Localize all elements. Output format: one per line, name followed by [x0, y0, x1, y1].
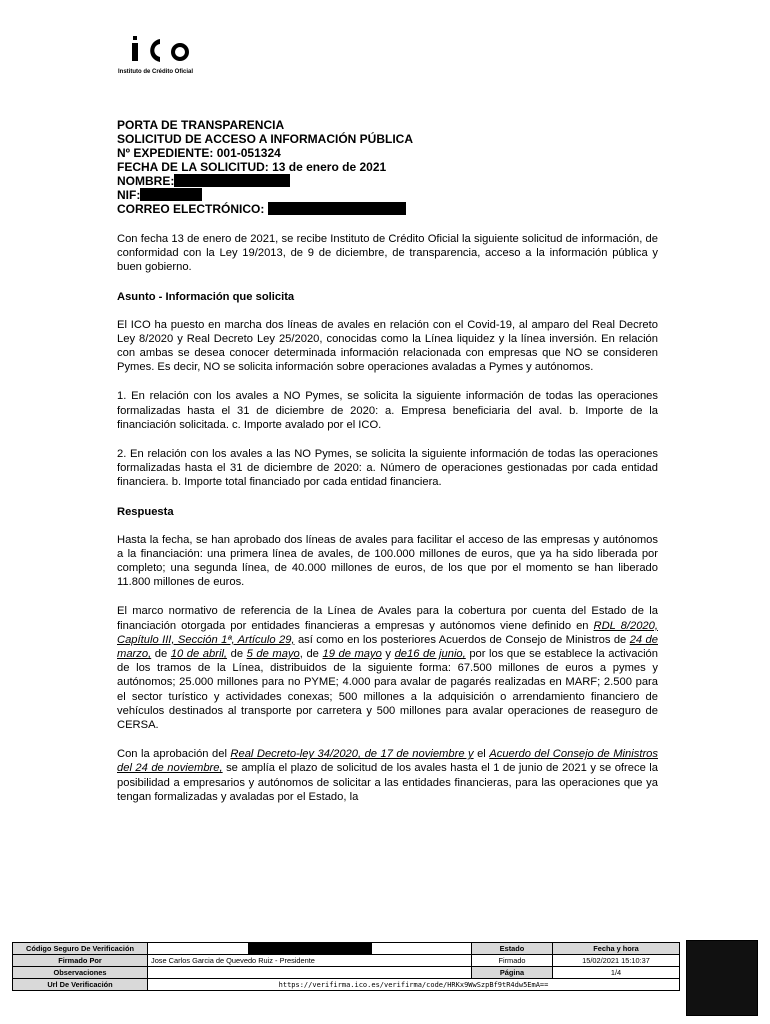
- acuerdo-consejo-link[interactable]: Acuerdo del Consejo de Ministros del 24 de noviembre,: [117, 748, 658, 775]
- pagina-label: Página: [472, 967, 553, 979]
- asunto-paragraph-3: 2. En relación con los avales a las NO Pymes, se solicita la siguiente información de todas las operaciones formalizadas hasta el 31 de diciembre de 2020: a. Número de operaciones gestionadas por cada entidad financiera. b. Importe total financiado por cada entidad financiera.: [117, 448, 658, 489]
- header-nif-row: [117, 188, 657, 202]
- acuerdo-5-mayo-link[interactable]: 5 de mayo: [246, 648, 300, 661]
- nif-label: NIF:: [117, 188, 141, 202]
- table-row: [13, 979, 680, 991]
- signature-table: [12, 942, 680, 991]
- table-row: [13, 943, 680, 955]
- email-label: CORREO ELECTRÓNICO:: [117, 202, 265, 216]
- fecha-label: Fecha y hora: [553, 943, 680, 955]
- ico-logo: [118, 35, 228, 83]
- text-span: , de: [299, 648, 323, 661]
- header-portal: PORTA DE TRANSPARENCIA: [117, 118, 285, 132]
- text-span: se amplía el plazo de solicitud de los avales hasta el 1 de junio de 2021 y se ofrece la posibilidad a empresarios y autónomos de solicitar a las entidades financieras, para las operaciones que ya tengan formalizadas y avaladas por el Estado, la: [117, 762, 658, 803]
- estado-value: Firmado: [472, 955, 553, 967]
- table-row: [13, 967, 680, 979]
- url-label: Url De Verificación: [13, 979, 148, 991]
- text-span: y: [381, 648, 395, 661]
- header-email-row: [117, 202, 657, 216]
- acuerdo-16-junio-link[interactable]: de16 de junio,: [394, 648, 466, 661]
- respuesta-paragraph-1: Hasta la fecha, se han aprobado dos líneas de avales para facilitar el acceso de las empresas y autónomos a la financiación: una primera línea de avales, de 100.000 millones de euros, que ya ha sido liberada por completo; una segunda línea, de 40.000 millones de euros, de los que por el momento se han liberado 11.800 millones de euros.: [117, 533, 658, 589]
- verification-url-link[interactable]: https://verifirma.ico.es/verifirma/code/HRKx9WwSzpBf9tR4dw5EmA==: [148, 979, 680, 991]
- text-span: por los que se establece la activación de los tramos de la Línea, distribuidos de la siguiente forma: 67.500 millones de euros a pymes y autónomos; 25.000 millones para no PYME; 4.000 para avalar de pagarés realizadas en MARF; 2.500 para el sector turístico y actividades conexas; 500 millones a la adquisición o arrendamiento financiero de vehículos destinados al transporte por carretera y 500 millones para avalar operaciones de reaseguro de CERSA.: [117, 648, 658, 732]
- asunto-heading: Asunto - Información que solicita: [117, 290, 295, 303]
- acuerdo-19-mayo-link[interactable]: 19 de mayo: [322, 648, 382, 661]
- ico-logo-icon: [130, 35, 210, 67]
- document-body: [117, 232, 658, 819]
- csv-redaction: [248, 943, 372, 954]
- qr-code-icon[interactable]: [686, 940, 758, 1016]
- firmado-por-label: Firmado Por: [13, 955, 148, 967]
- email-redaction: [268, 202, 406, 215]
- request-header: [117, 118, 657, 216]
- nif-redaction: [140, 188, 202, 201]
- csv-label: Código Seguro De Verificación: [13, 943, 148, 955]
- text-span: El marco normativo de referencia de la Línea de Avales para la cobertura por cuenta del Estado de la financiación otorgada por entidades financieras a empresas y autónomos viene definido en: [117, 605, 658, 632]
- fecha-value: 15/02/2021 15:10:37: [553, 955, 680, 967]
- text-span: así como en los posteriores Acuerdos de Consejo de Ministros de: [294, 633, 630, 646]
- text-span: de: [227, 648, 247, 661]
- respuesta-paragraph-2: [117, 604, 658, 732]
- firmado-por-value: Jose Carlos Garcia de Quevedo Ruiz - Presidente: [148, 955, 472, 967]
- text-span: Con la aprobación del: [117, 748, 231, 761]
- asunto-paragraph-1: El ICO ha puesto en marcha dos líneas de avales en relación con el Covid-19, al amparo del Real Decreto Ley 8/2020 y Real Decreto Ley 25/2020, conocidas como la Línea liquidez y la línea inversión. En relación con ambas se desea conocer determinada información relacionada con empresas que NO se consideren Pymes. Es decir, NO se solicita información sobre operaciones avaladas a Pymes y autónomos.: [117, 318, 658, 374]
- header-request-date: FECHA DE LA SOLICITUD: 13 de enero de 2021: [117, 160, 387, 174]
- intro-paragraph: Con fecha 13 de enero de 2021, se recibe Instituto de Crédito Oficial la siguiente solicitud de información, de conformidad con la Ley 19/2013, de 9 de diciembre, de transparencia, acceso a la información pública y buen gobierno.: [117, 233, 658, 274]
- rdl-link[interactable]: RDL 8/2020, Capítulo III, Sección 1ª, Artículo 29,: [117, 619, 658, 646]
- observaciones-label: Observaciones: [13, 967, 148, 979]
- logo-subtitle: Instituto de Crédito Oficial: [118, 69, 194, 75]
- real-decreto-link[interactable]: Real Decreto-ley 34/2020, de 17 de noviembre y: [230, 748, 474, 761]
- acuerdo-24-marzo-link[interactable]: 24 de marzo,: [117, 633, 658, 661]
- text-span: de: [151, 648, 171, 661]
- header-file-number: Nº EXPEDIENTE: 001-051324: [117, 146, 281, 160]
- estado-label: Estado: [472, 943, 553, 955]
- csv-value: [148, 943, 472, 955]
- text-span: el: [473, 748, 490, 761]
- table-row: [13, 955, 680, 967]
- name-label: NOMBRE:: [117, 174, 175, 188]
- asunto-paragraph-2: 1. En relación con los avales a NO Pymes, se solicita la siguiente información de todas las operaciones formalizadas hasta el 31 de diciembre de 2020: a. Empresa beneficiaria del aval. b. Importe de la financiación solicitada. c. Importe avalado por el ICO.: [117, 390, 658, 431]
- respuesta-heading: Respuesta: [117, 505, 174, 518]
- pagina-value: 1/4: [553, 967, 680, 979]
- acuerdo-10-abril-link[interactable]: 10 de abril,: [170, 648, 228, 661]
- header-name-row: [117, 174, 657, 188]
- header-request-type: SOLICITUD DE ACCESO A INFORMACIÓN PÚBLICA: [117, 132, 413, 146]
- name-redaction: [174, 174, 290, 187]
- observaciones-value: [148, 967, 472, 979]
- signature-footer: [12, 942, 680, 991]
- respuesta-paragraph-3: [117, 747, 658, 804]
